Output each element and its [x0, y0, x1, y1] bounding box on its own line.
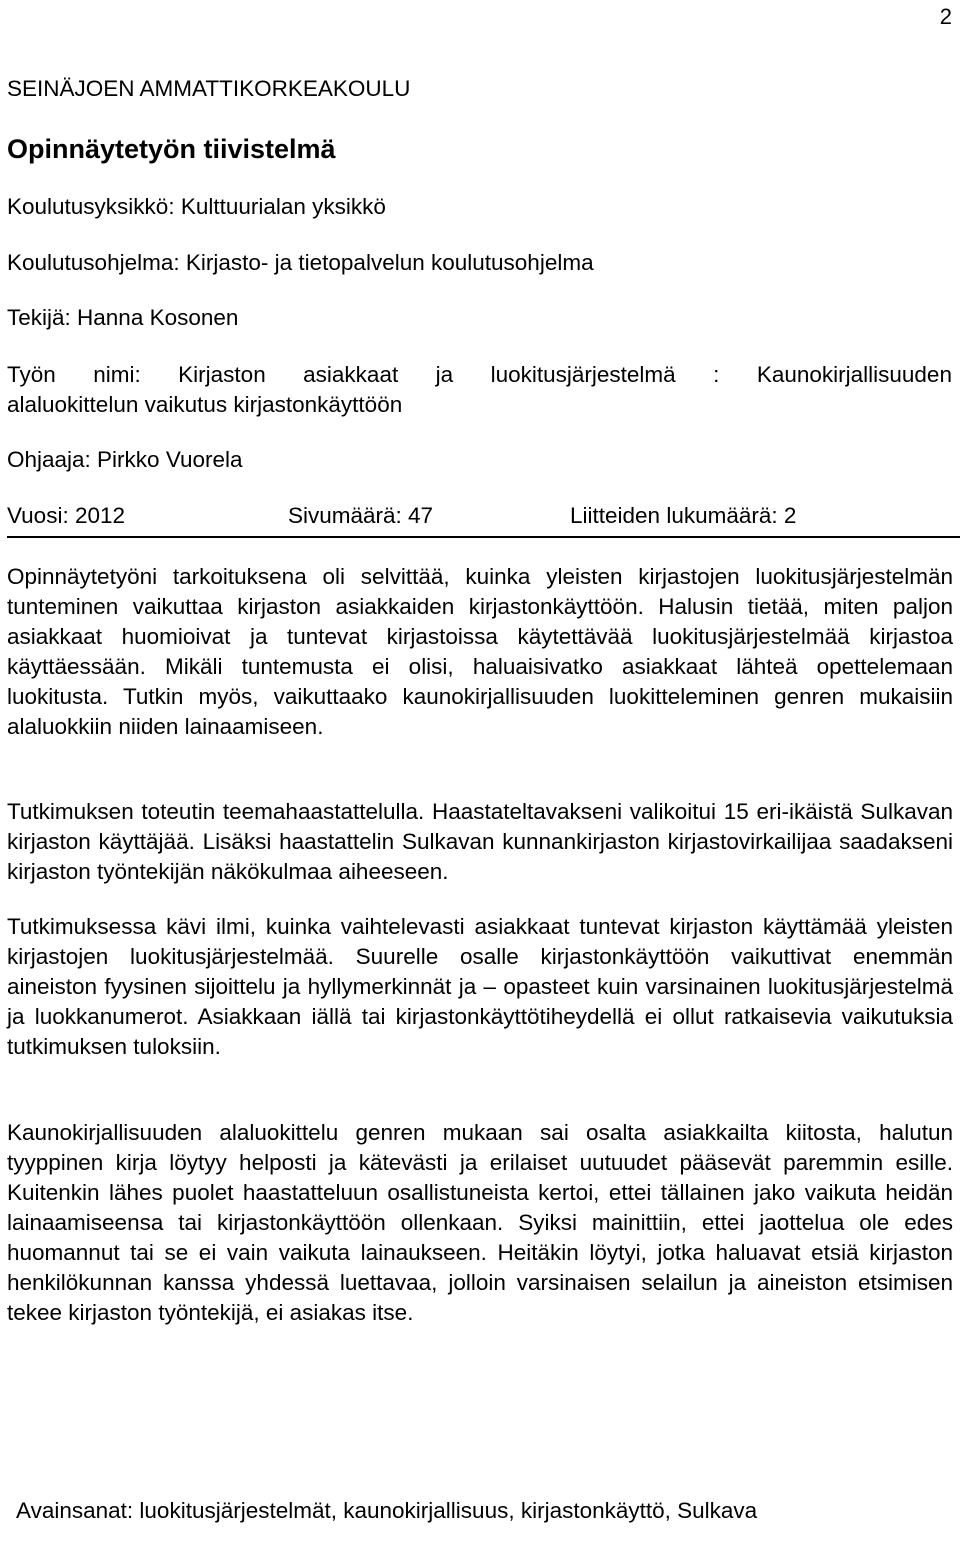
work-title-line-1 [7, 360, 952, 390]
work-title-word: : [713, 362, 720, 387]
work-title-word: Kirjaston [178, 362, 266, 387]
divider [7, 536, 960, 538]
page-title: Opinnäytetyön tiivistelmä [7, 134, 336, 164]
year-field: Vuosi: 2012 [7, 503, 126, 528]
page-number: 2 [939, 4, 952, 29]
supervisor-field: Ohjaaja: Pirkko Vuorela [7, 447, 243, 472]
unit-field: Koulutusyksikkö: Kulttuurialan yksikkö [7, 194, 386, 219]
author-field: Tekijä: Hanna Kosonen [7, 305, 239, 330]
work-title-field [7, 360, 952, 420]
work-title-word: asiakkaat [303, 362, 399, 387]
abstract-paragraph-4: Kaunokirjallisuuden alaluokittelu genren mukaan sai osalta asiakkailta kiitosta, halutun tyyppinen kirja löytyy helposti ja kätevästi ja erilaiset uutuudet pääsevät paremmin esille. Kuitenkin lähes puolet haastatteluun osallistuneista kertoi, ettei tällainen jako vaikuta heidän lainaamiseensa tai kirjastonkäyttöön ollenkaan. Syiksi mainittiin, ettei jaottelua ole edes huomannut tai se ei vain vaikuta lainaukseen. Heitäkin löytyi, jotka haluavat etsiä kirjaston henkilökunnan kanssa yhdessä luettavaa, jolloin varsinaisen selailun ja aineiston etsimisen tekee kirjaston työntekijä, ei asiakas itse. [7, 1120, 953, 1325]
work-title-word: luokitusjärjestelmä [490, 362, 676, 387]
abstract-paragraph-1: Opinnäytetyöni tarkoituksena oli selvittää, kuinka yleisten kirjastojen luokitusjärjestelmän tunteminen vaikuttaa kirjaston asiakkaiden kirjastonkäyttöön. Halusin tietää, miten paljon asiakkaat huomioivat ja tuntevat kirjastoissa käytettävää luokitusjärjestelmää kirjastoa käyttäessään. Mikäli tuntemusta ei olisi, haluaisivatko asiakkaat lähteä opettelemaan luokitusta. Tutkin myös, vaikuttaako kaunokirjallisuuden luokitteleminen genren mukaisiin alaluokkiin niiden lainaamiseen. [7, 564, 953, 739]
abstract-paragraph-2: Tutkimuksen toteutin teemahaastattelulla. Haastateltavakseni valikoitui 15 eri-ikäistä Sulkavan kirjaston käyttäjää. Lisäksi haastattelin Sulkavan kunnankirjaston kirjastovirkailijaa saadakseni kirjaston työntekijän näkökulmaa aiheeseen. [7, 799, 953, 884]
abstract-paragraph-3: Tutkimuksessa kävi ilmi, kuinka vaihtelevasti asiakkaat tuntevat kirjaston käyttämää yleisten kirjastojen luokitusjärjestelmää. Suurelle osalle kirjastonkäyttöön vaikuttivat enemmän aineiston fyysinen sijoittelu ja hyllymerkinnät ja – opasteet kuin varsinainen luokitusjärjestelmä ja luokkanumerot. Asiakkaan iällä tai kirjastonkäyttötiheydellä ei ollut ratkaisevia vaikutuksia tutkimuksen tuloksiin. [7, 914, 953, 1059]
program-field: Koulutusohjelma: Kirjasto- ja tietopalvelun koulutusohjelma [7, 250, 594, 275]
work-title-word: Työn [7, 362, 56, 387]
keywords: Avainsanat: luokitusjärjestelmät, kaunokirjallisuus, kirjastonkäyttö, Sulkava [16, 1498, 758, 1523]
work-title-line-2: alaluokittelun vaikutus kirjastonkäyttöön [7, 392, 403, 417]
school-name: SEINÄJOEN AMMATTIKORKEAKOULU [7, 76, 411, 101]
work-title-word: Kaunokirjallisuuden [756, 362, 952, 387]
work-title-word: nimi: [93, 362, 141, 387]
work-title-word: ja [435, 362, 454, 387]
page-count-field: Sivumäärä: 47 [288, 503, 434, 528]
attachment-count-field: Liitteiden lukumäärä: 2 [570, 503, 797, 528]
